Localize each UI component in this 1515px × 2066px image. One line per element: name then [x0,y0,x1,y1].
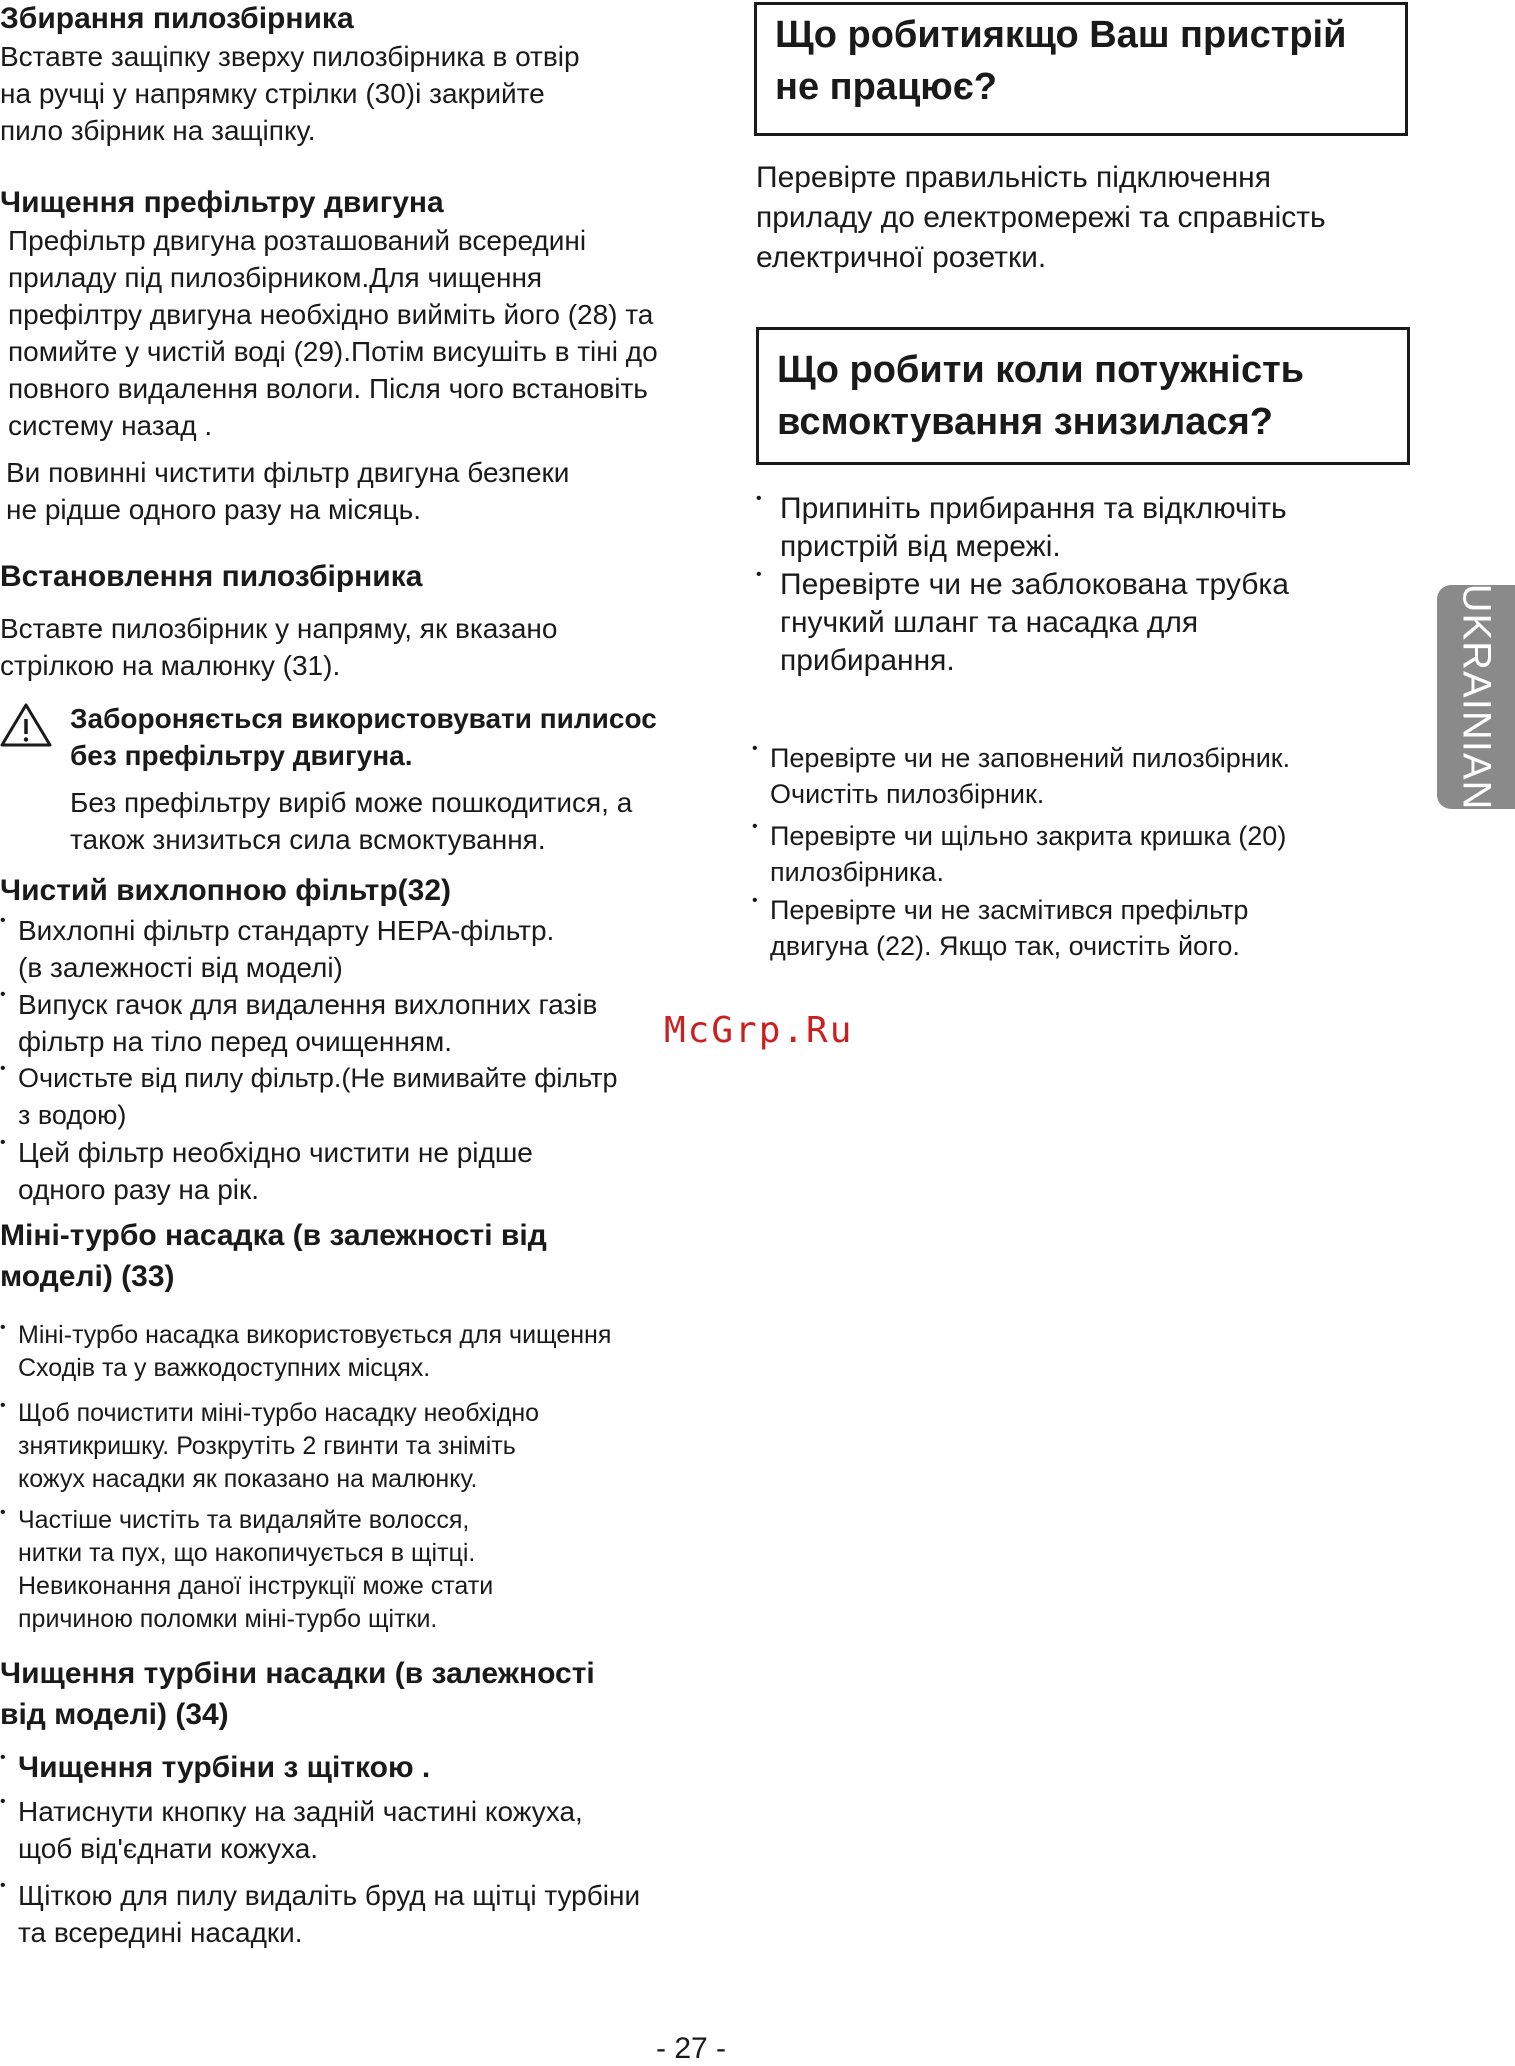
subsection-title [0,1749,730,1787]
language-tab-label: UKRAINIAN [1454,583,1499,811]
subsection-label: • Чищення турбіни з щіткою . [18,1751,431,1784]
list-line: кожух насадки як показано на малюнку. [18,1465,478,1493]
list-line: пилозбірника. [770,857,944,887]
list-item [752,818,1412,890]
note-line: не рідше одного разу на місяць. [6,494,422,525]
list-line: та всередині насадки. [18,1917,303,1948]
list-line: Очистіть пилозбірник. [770,779,1045,809]
section-title: Чищення префільтру двигуна [0,186,444,219]
watermark: McGrp.Ru [664,1010,854,1051]
heading-box-suction-drop [756,327,1410,465]
list-item [0,1134,730,1208]
body-line: повного видалення вологи. Після чого встановіть [8,373,648,404]
box-heading-line: Що робитиякщо Ваш пристрій [775,14,1347,56]
section-title: Чистий вихлопною фільтр(32) [0,874,452,907]
box-heading-line: не працює? [775,66,997,108]
list-line: • Вихлопні фільтр стандарту HEPA-фільтр. [18,915,555,946]
list-line: прибирання. [780,644,955,677]
list-line: • Припиніть прибирання та відключіть [780,492,1287,525]
body-line: електричної розетки. [756,241,1047,274]
body-line: систему назад . [8,410,213,441]
box-heading-line: Що робити коли потужність [777,349,1305,391]
list-line: пристрій від мережі. [780,530,1061,563]
list-line: • Перевірте чи не заблокована трубка [780,568,1289,601]
body-line: Вставте защіпку зверху пилозбірника в отвір [0,41,580,72]
page-number: - 27 - [656,2032,727,2065]
list-line: • Випуск гачок для видалення вихлопних газів [18,989,598,1020]
body-line: пило збірник на защіпку. [0,115,316,146]
list-line: • Очистьте від пилу фільтр.(Не вимивайте фільтр [18,1063,618,1093]
list-item [0,1319,730,1385]
list-line: (в залежності від моделі) [18,952,343,983]
list-item [0,1877,730,1951]
section-title: Міні-турбо насадка (в залежності від [0,1219,547,1252]
section-title: Чищення турбіни насадки (в залежності [0,1657,595,1690]
list-line: • Щоб почистити міні-турбо насадку необхідно [18,1399,540,1427]
body-line: на ручці у напрямку стрілки (30)і закрийте [0,78,545,109]
section-title: моделі) (33) [0,1260,175,1293]
suction-steps-list [756,490,1412,680]
list-line: нитки та пух, що накопичується в щітці. [18,1539,476,1567]
list-line: знятикришку. Розкрутіть 2 гвинти та зніміть [18,1432,516,1460]
warning-line: також знизиться сила всмоктування. [70,824,546,855]
list-line: • Натиснути кнопку на задній частині кожуха, [18,1796,583,1827]
list-line: фільтр на тіло перед очищенням. [18,1026,453,1057]
dustbin-checks-list [752,740,1412,964]
list-line: Сходів та у важкодоступних місцях. [18,1354,431,1382]
section-turbine-cleaning [0,1653,730,1951]
warning-line: Без префільтру виріб може пошкодитися, а [70,787,633,818]
list-line: • Перевірте чи щільно закрита кришка (20) [770,821,1287,851]
body-line: помийте у чистій воді (29).Потім висушіть в тіні до [8,336,658,367]
warning-icon [0,702,52,748]
warning-bold-line: без префільтру двигуна. [70,740,413,771]
list-line: • Міні-турбо насадка використовується для чищення [18,1321,612,1349]
list-item [756,490,1412,566]
list-line: щоб від'єднати кожуха. [18,1833,319,1864]
list-line: • Щіткою для пилу видаліть бруд на щітці турбіни [18,1880,641,1911]
list-item [0,986,730,1060]
body-line: приладу до електромережі та справність [756,201,1326,234]
list-line: • Перевірте чи не заповнений пилозбірник. [770,743,1291,773]
body-line: Перевірте правильність підключення [756,161,1271,194]
list-line: • Перевірте чи не засмітився префільтр [770,895,1249,925]
body-line: Вставте пилозбірник у напряму, як вказано [0,613,558,644]
note-line: Ви повинні чистити фільтр двигуна безпеки [6,457,570,488]
section-exhaust-filter [0,872,730,1208]
list-line: двигуна (22). Якщо так, очистіть його. [770,931,1240,961]
list-item [752,740,1412,812]
section-motor-prefilter [0,184,730,528]
list-line: причиною поломки міні-турбо щітки. [18,1605,438,1633]
list-line: • Цей фільтр необхідно чистити не рідше [18,1137,533,1168]
section-title: Збирання пилозбірника [0,2,354,35]
list-item [0,1504,730,1636]
list-item [0,1060,730,1134]
list-line: з водою) [18,1100,127,1130]
section-mini-turbo [0,1215,730,1636]
body-line: приладу під пилозбірником.Для чищення [8,262,543,293]
language-tab [1437,585,1515,809]
list-item [0,1397,730,1496]
list-line: гнучкий шланг та насадка для [780,606,1199,639]
warning-block [70,700,730,858]
section-title: Встановлення пилозбірника [0,560,423,593]
section-dustbin-assembly [0,0,730,149]
body-line: стрілкою на малюнку (31). [0,650,341,681]
list-item [752,892,1412,964]
body-line: префілтру двигуна необхідно вийміть його (28) та [8,299,654,330]
list-line: одного разу на рік. [18,1174,260,1205]
list-line: Невиконання даної інструкції може стати [18,1572,494,1600]
list-item [0,912,730,986]
list-item [756,566,1412,680]
body-line: Префільтр двигуна розташований всередині [8,225,587,256]
list-line: • Частіше чистіть та видаляйте волосся, [18,1506,470,1534]
heading-box-not-working [754,2,1408,136]
warning-bold-line: Забороняється використовувати пилисос [70,703,657,734]
list-item [0,1793,730,1867]
check-connection-text [756,158,1412,278]
section-title: від моделі) (34) [0,1698,229,1731]
box-heading-line: всмоктування знизилася? [777,401,1273,443]
section-dustbin-install [0,558,730,684]
